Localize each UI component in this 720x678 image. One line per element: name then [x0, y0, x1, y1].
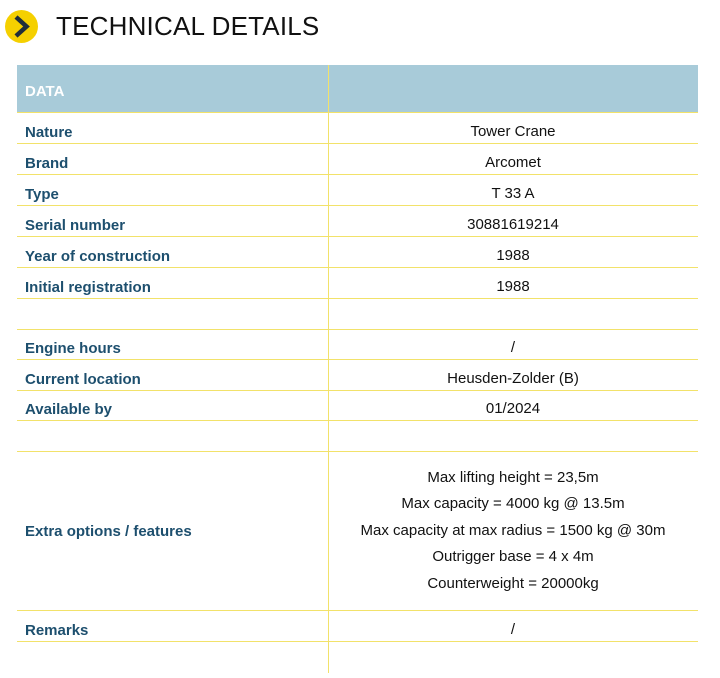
table-row-extra-options [17, 452, 698, 611]
row-label: Engine hours [25, 340, 121, 357]
row-label: Available by [25, 401, 112, 418]
table-row-empty [17, 642, 698, 672]
table-header-label: DATA [25, 83, 65, 100]
row-label: Nature [25, 124, 73, 141]
table-row-empty [17, 421, 698, 452]
row-value: / [510, 621, 516, 638]
extra-option-line: Max capacity = 4000 kg @ 13.5m [401, 495, 625, 513]
page-header [5, 8, 319, 44]
table-row-remarks [17, 611, 698, 642]
table-header [17, 65, 698, 113]
table-row [17, 237, 698, 268]
table-row [17, 360, 698, 391]
row-label [17, 299, 328, 329]
extra-option-line: Counterweight = 20000kg [427, 574, 599, 592]
table-row [17, 330, 698, 360]
row-label: Serial number [25, 217, 126, 234]
table-row [17, 175, 698, 206]
row-value [328, 299, 698, 329]
row-value: T 33 A [491, 185, 535, 202]
row-value: Heusden-Zolder (B) [447, 370, 579, 387]
row-label: Current location [25, 371, 141, 388]
table-row [17, 206, 698, 237]
page-title: TECHNICAL DETAILS [56, 10, 320, 41]
table-row-empty [17, 299, 698, 330]
table-row [17, 113, 698, 144]
technical-details-table [17, 65, 698, 672]
table-row [17, 268, 698, 299]
row-value: 01/2024 [485, 400, 541, 417]
extra-options-list [328, 452, 698, 610]
row-value: Tower Crane [470, 123, 556, 140]
extra-option-line: Max capacity at max radius = 1500 kg @ 30m [360, 521, 666, 539]
table-row [17, 391, 698, 421]
row-value: 1988 [496, 247, 530, 264]
row-label: Type [25, 186, 59, 203]
row-value: / [510, 339, 516, 356]
row-label: Brand [25, 155, 69, 172]
row-label [17, 421, 328, 451]
row-label: Remarks [25, 622, 89, 639]
column-divider [328, 65, 329, 673]
row-label: Initial registration [25, 279, 151, 296]
row-label: Extra options / features [25, 522, 192, 540]
row-label: Year of construction [25, 248, 171, 265]
row-value: 1988 [496, 278, 530, 295]
row-value: 30881619214 [467, 216, 559, 233]
row-value: Arcomet [485, 154, 541, 171]
row-value [328, 421, 698, 451]
chevron-right-icon [5, 10, 38, 43]
table-row [17, 144, 698, 175]
extra-option-line: Max lifting height = 23,5m [427, 468, 599, 486]
extra-option-line: Outrigger base = 4 x 4m [432, 548, 594, 566]
